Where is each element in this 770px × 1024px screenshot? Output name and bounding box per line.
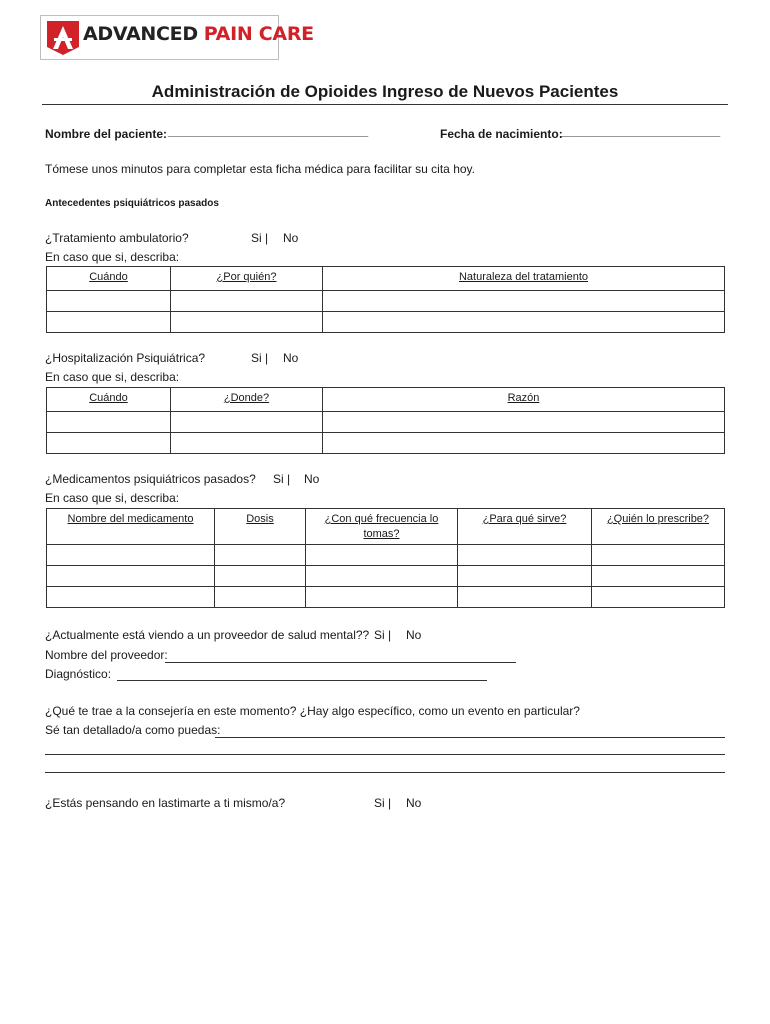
hospitalization-yes-option[interactable]: Si | (251, 351, 269, 365)
section-heading: Antecedentes psiquiátricos pasados (45, 198, 219, 209)
table-header-row (47, 267, 725, 291)
table-cell-input[interactable] (171, 412, 323, 433)
table-cell-input[interactable] (215, 587, 306, 608)
hospitalization-question: ¿Hospitalización Psiquiátrica? (45, 351, 206, 365)
table-cell-input[interactable] (458, 587, 592, 608)
table-cell-input[interactable] (171, 433, 323, 454)
patient-name-label: Nombre del paciente: (45, 127, 168, 141)
table-cell-input[interactable] (215, 545, 306, 566)
table-row (47, 566, 725, 587)
table-row (47, 545, 725, 566)
column-header: ¿Quién lo prescribe? (592, 509, 725, 545)
table-header-row (47, 509, 725, 545)
provider-yes-option[interactable]: Si | (374, 628, 392, 642)
table-cell-input[interactable] (458, 545, 592, 566)
column-header: Naturaleza del tratamiento (323, 267, 725, 291)
provider-name-input-line[interactable] (165, 662, 516, 663)
intro-text: Tómese unos minutos para completar esta ficha médica para facilitar su cita hoy. (45, 162, 475, 176)
table-cell-input[interactable] (458, 566, 592, 587)
hospitalization-table (46, 387, 725, 454)
provider-question: ¿Actualmente está viendo a un proveedor de salud mental?? (45, 628, 370, 642)
patient-name-field[interactable]: ______________________________ (168, 124, 369, 138)
table-cell-input[interactable] (306, 566, 458, 587)
table-cell-input[interactable] (47, 291, 171, 312)
column-header: Cuándo (47, 267, 171, 291)
table-row (47, 312, 725, 333)
outpatient-question: ¿Tratamiento ambulatorio? (45, 231, 189, 245)
self-harm-question: ¿Estás pensando en lastimarte a ti mismo/a? (45, 796, 286, 810)
table-cell-input[interactable] (323, 433, 725, 454)
table-row (47, 412, 725, 433)
column-header: ¿Donde? (171, 388, 323, 412)
logo (40, 15, 314, 60)
detail-input-line-3[interactable] (45, 772, 725, 773)
table-cell-input[interactable] (592, 545, 725, 566)
table-cell-input[interactable] (47, 545, 215, 566)
logo-brand-red: PAIN CARE (203, 23, 314, 45)
table-cell-input[interactable] (47, 412, 171, 433)
detail-label: Sé tan detallado/a como puedas: (45, 723, 221, 737)
medications-no-option[interactable]: No (304, 472, 320, 486)
column-header: ¿Con qué frecuencia lo tomas? (306, 509, 458, 545)
table-cell-input[interactable] (47, 433, 171, 454)
self-harm-yes-option[interactable]: Si | (374, 796, 392, 810)
dob-label: Fecha de nacimiento: (440, 127, 563, 141)
table-cell-input[interactable] (47, 587, 215, 608)
detail-input-line[interactable] (215, 737, 725, 738)
dob-field[interactable]: ________________________ (560, 124, 721, 138)
table-header-row (47, 388, 725, 412)
diagnosis-input-line[interactable] (117, 680, 487, 681)
diagnosis-label: Diagnóstico: (45, 667, 112, 681)
reason-question: ¿Qué te trae a la consejería en este momento? ¿Hay algo específico, como un evento en particular? (45, 704, 580, 718)
table-row (47, 291, 725, 312)
table-cell-input[interactable] (47, 312, 171, 333)
table-row (47, 433, 725, 454)
table-cell-input[interactable] (592, 566, 725, 587)
column-header: Razón (323, 388, 725, 412)
table-cell-input[interactable] (592, 587, 725, 608)
column-header: ¿Por quién? (171, 267, 323, 291)
outpatient-table (46, 266, 725, 333)
hospitalization-no-option[interactable]: No (283, 351, 299, 365)
medications-describe-label: En caso que si, describa: (45, 491, 180, 505)
table-cell-input[interactable] (47, 566, 215, 587)
provider-no-option[interactable]: No (406, 628, 422, 642)
self-harm-no-option[interactable]: No (406, 796, 422, 810)
table-cell-input[interactable] (306, 587, 458, 608)
logo-wordmark (83, 23, 314, 45)
column-header: ¿Para qué sirve? (458, 509, 592, 545)
hospitalization-describe-label: En caso que si, describa: (45, 370, 180, 384)
table-cell-input[interactable] (323, 312, 725, 333)
medications-table (46, 508, 725, 608)
table-cell-input[interactable] (171, 312, 323, 333)
logo-brand-dark: ADVANCED (83, 23, 198, 45)
title-divider (42, 104, 728, 105)
table-cell-input[interactable] (215, 566, 306, 587)
page-title: Administración de Opioides Ingreso de Nuevos Pacientes (151, 82, 619, 101)
column-header: Dosis (215, 509, 306, 545)
column-header: Nombre del medicamento (47, 509, 215, 545)
table-cell-input[interactable] (306, 545, 458, 566)
column-header: Cuándo (47, 388, 171, 412)
provider-name-label: Nombre del proveedor: (45, 648, 168, 662)
table-cell-input[interactable] (171, 291, 323, 312)
table-row (47, 587, 725, 608)
outpatient-no-option[interactable]: No (283, 231, 299, 245)
outpatient-describe-label: En caso que si, describa: (45, 250, 180, 264)
detail-input-line-2[interactable] (45, 754, 725, 755)
logo-emblem-icon (47, 21, 79, 55)
outpatient-yes-option[interactable]: Si | (251, 231, 269, 245)
table-cell-input[interactable] (323, 291, 725, 312)
medications-yes-option[interactable]: Si | (273, 472, 291, 486)
medications-question: ¿Medicamentos psiquiátricos pasados? (45, 472, 256, 486)
table-cell-input[interactable] (323, 412, 725, 433)
